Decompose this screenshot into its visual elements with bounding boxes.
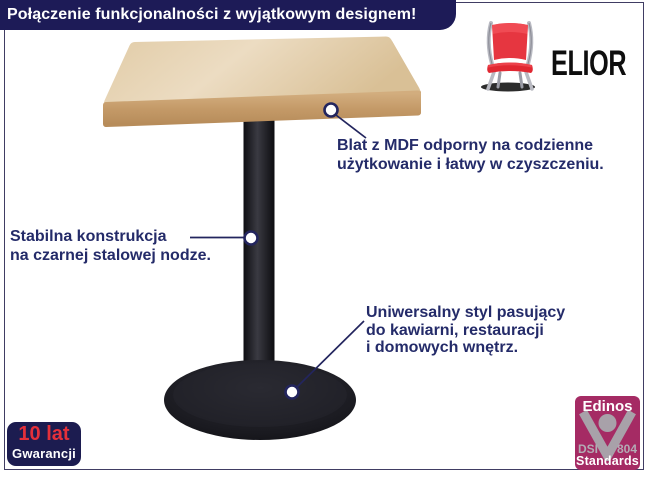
annotation-line: użytkowanie i łatwy w czyszczeniu. (337, 156, 604, 173)
callout-dot-tabletop (325, 104, 338, 117)
annotation-line: na czarnej stalowej nodze. (10, 247, 211, 264)
warranty-years: 10 lat (18, 423, 70, 445)
cert-bottom-label: Standards (576, 454, 639, 468)
callout-dot-style (286, 386, 299, 399)
cert-right-label: 804 (616, 442, 637, 456)
annotation-line: Uniwersalny styl pasujący (366, 304, 566, 321)
annotation-style (366, 304, 565, 357)
cert-left-label: DSI (578, 442, 599, 456)
cert-brand: Edinos (582, 398, 633, 415)
callout-dot-column (245, 232, 258, 245)
chair-icon (477, 20, 547, 99)
annotation-line: Blat z MDF odporny na codzienne (337, 137, 594, 154)
annotation-line: do kawiarni, restauracji (366, 321, 544, 339)
pedestal-column (244, 110, 275, 382)
brand-name: ELIOR (551, 43, 627, 83)
banner-text: Połączenie funkcjonalności z wyjątkowym designem! (7, 6, 417, 23)
warranty-label: Gwarancji (12, 446, 76, 461)
warranty-badge (7, 422, 81, 466)
annotation-line: i domowych wnętrz. (366, 339, 519, 356)
banner (0, 0, 456, 30)
annotation-column (10, 227, 211, 265)
cert-badge (575, 396, 640, 470)
annotation-tabletop (337, 136, 604, 174)
brand-logo (477, 20, 650, 99)
pedestal-base-highlight (173, 363, 347, 427)
annotation-line: Stabilna konstrukcja (10, 228, 167, 245)
